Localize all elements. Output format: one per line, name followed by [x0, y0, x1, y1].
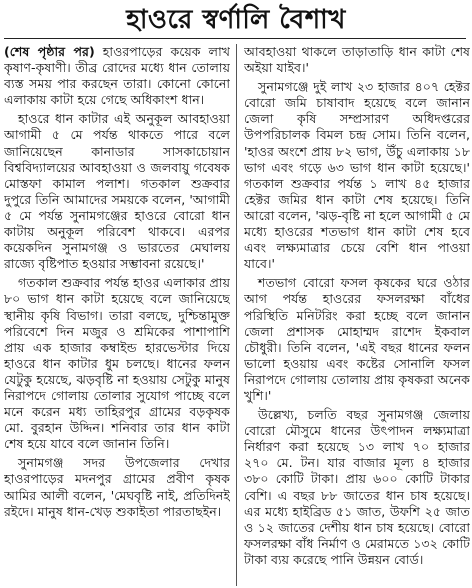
continued-tag: (শেষ পৃষ্ঠার পর)	[4, 44, 95, 59]
paragraph: শতভাগ বোরো ফসল কৃষকের ঘরে ওঠার আগ পর্যন্ত হাওরের ফসলরক্ষা বাঁধের পরিস্থিতি মনিটরিং করা হচ্ছে বলে জানান জেলা প্রশাসক মোহাম্মদ রাশেদ ইকবাল চৌধুরী। তিনি বলেন, 'এই বছর ধানের ফলন ভালো হওয়ায় এবং কষ্টের সোনালি ফসল নিরাপদে গোলায় তোলায় প্রায় কৃষকরা অনেক খুশি।'	[244, 275, 470, 403]
paragraph	[4, 44, 230, 108]
right-column	[244, 44, 470, 586]
paragraph: সুনামগঞ্জে দুই লাখ ২৩ হাজার ৪০৭ হেক্টর বোরো জমি চাষাবাদ হয়েছে বলে জানান জেলা কৃষি সম্প্রসারণ অধিদপ্তরের উপপরিচালক বিমল চন্দ্র সোম। তিনি বলেন, 'হাওর অংশে প্রায় ৮২ ভাগ, উঁচু এলাকায় ১৮ ভাগ এবং গড়ে ৬৩ ভাগ ধান কাটা হয়েছে।' গতকাল শুক্রবার পর্যন্ত ১ লাখ ৪৫ হাজার হেক্টর জমির ধান কাটা শেষ হয়েছে। তিনি আরো বলেন, 'ঝড়-বৃষ্টি না হলে আগামী ৫ মে মধ্যে হাওরের শতভাগ ধান কাটা শেষ হবে এবং লক্ষ্যমাত্রার চেয়ে বেশি ধান পাওয়া যাবে।'	[244, 79, 470, 272]
article-headline: হাওরে স্বর্ণালি বৈশাখ	[126, 5, 346, 35]
paragraph: হাওরে ধান কাটার এই অনুকূল আবহাওয়া আগামী ৫ মে পর্যন্ত থাকতে পারে বলে জানিয়েছেন কানাডার সাসকাচোয়ান বিশ্ববিদ্যালয়ের আবহাওয়া ও জলবায়ু গবেষক মোস্তফা কামাল পলাশ। গতকাল শুক্রবার দুপুরে তিনি আমাদের সময়কে বলেন, 'আগামী ৫ মে পর্যন্ত সুনামগঞ্জের হাওরে বোরো ধান কাটায় অনুকূল পরিবেশ থাকবে। এরপর কয়েকদিন সুনামগঞ্জ ও ভারতের মেঘালয় রাজ্যে বৃষ্টিপাত হওয়ার সম্ভাবনা রয়েছে।'	[4, 111, 230, 272]
headline-rule	[4, 38, 466, 39]
column-divider	[236, 44, 237, 586]
paragraph: আবহাওয়া থাকলে তাড়াতাড়ি ধান কাটা শেষ অইয়া যাইব।'	[244, 44, 470, 76]
left-column	[4, 44, 230, 586]
paragraph: গতকাল শুক্রবার পর্যন্ত হাওর এলাকার প্রায় ৮০ ভাগ ধান কাটা হয়েছে বলে জানিয়েছে স্থানীয় কৃষি বিভাগ। তারা বলছে, দুশ্চিন্তামুক্ত পরিবেশে দিন মজুর ও শ্রমিকের পাশাপাশি প্রায় এক হাজার কম্বাইন্ড হারভেস্টার দিয়ে হাওরে ধান কাটার ধুম চলছে। ধানের ফলন যেটুকু হয়েছে, ঝড়বৃষ্টি না হওয়ায় সেটুকু মানুষ নিরাপদে গোলায় তোলার সুযোগ পাচ্ছে বলে মনে করেন মধ্য তাহিরপুর গ্রামের বড়কৃষক মো. বুরহান উদ্দিন। শনিবার তার ধান কাটা শেষ হয়ে যাবে বলে জানান তিনি।	[4, 275, 230, 452]
paragraph: সুনামগঞ্জ সদর উপজেলার দেখার হাওরপাড়ের মদনপুর গ্রামের প্রবীণ কৃষক আমির আলী বলেন, 'মেঘবৃষ্টি নাই, প্রতিদিনই রইদে। মানুষ ধান-খেড় শুকাইতা পারতাছইন।	[4, 455, 230, 519]
paragraph-text: হাওরপাড়ের কয়েক লাখ কৃষাণ-কৃষাণী। তীব্র রোদের মধ্যে ধান তোলায় ব্যস্ত সময় পার করছেন তারা। কোনো কোনো এলাকায় কাটা হয়ে গেছে অধিকাংশ ধান।	[4, 44, 230, 108]
paragraph: উল্লেখ্য, চলতি বছর সুনামগঞ্জ জেলায় বোরো মৌসুমে ধানের উৎপাদন লক্ষ্যমাত্রা নির্ধারণ করা হয়েছে ১৩ লাখ ৭০ হাজার ২৭০ মে. টন। যার বাজার মূল্য ৪ হাজার ৩৮০ কোটি টাকা। প্রায় ৬০০ কোটি টাকার বেশি। এ বছর ৮৮ জাতের ধান চাষ হয়েছে। এর মধ্যে হাইব্রিড ৫১ জাত, উফশি ২৫ জাত ও ১২ জাতের দেশীয় ধান চাষ হয়েছে। বোরো ফসলরক্ষা বাঁধ নির্মাণ ও মেরামতে ১৩২ কোটি টাকা ব্যয় করেছে পানি উন্নয়ন বোর্ড।	[244, 407, 470, 567]
